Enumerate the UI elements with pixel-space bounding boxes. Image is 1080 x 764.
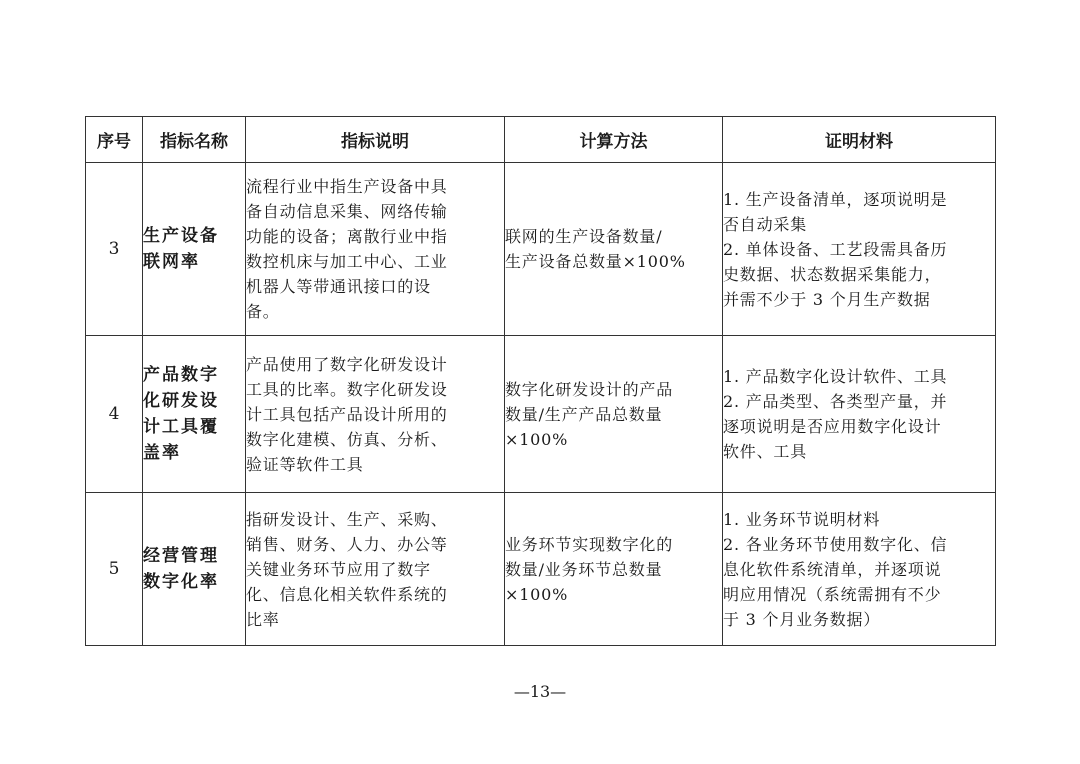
row-proof-materials: 1. 产品数字化设计软件、工具 2. 产品类型、各类型产量，并 逐项说明是否应用数字化设计 软件、工具 xyxy=(723,336,996,493)
header-calculation-method: 计算方法 xyxy=(505,117,723,163)
indicator-table xyxy=(85,116,996,646)
row-serial-no: 5 xyxy=(86,493,143,646)
header-proof-materials: 证明材料 xyxy=(723,117,996,163)
row-proof-materials: 1. 业务环节说明材料 2. 各业务环节使用数字化、信 息化软件系统清单，并逐项说 明应用情况（系统需拥有不少 于 3 个月业务数据） xyxy=(723,493,996,646)
table-row xyxy=(86,336,996,493)
header-indicator-name: 指标名称 xyxy=(143,117,246,163)
row-proof-materials: 1. 生产设备清单，逐项说明是 否自动采集 2. 单体设备、工艺段需具备历 史数据、状态数据采集能力， 并需不少于 3 个月生产数据 xyxy=(723,163,996,336)
table-row xyxy=(86,163,996,336)
row-indicator-name: 经营管理 数字化率 xyxy=(143,493,246,646)
row-indicator-description: 产品使用了数字化研发设计 工具的比率。数字化研发设 计工具包括产品设计所用的 数字化建模、仿真、分析、 验证等软件工具 xyxy=(246,336,505,493)
row-calculation-method: 业务环节实现数字化的 数量/业务环节总数量 ×100% xyxy=(505,493,723,646)
table-row xyxy=(86,493,996,646)
row-indicator-name: 生产设备 联网率 xyxy=(143,163,246,336)
table-header-row xyxy=(86,117,996,163)
row-indicator-description: 指研发设计、生产、采购、 销售、财务、人力、办公等 关键业务环节应用了数字 化、信息化相关软件系统的 比率 xyxy=(246,493,505,646)
row-indicator-name: 产品数字 化研发设 计工具覆 盖率 xyxy=(143,336,246,493)
row-serial-no: 4 xyxy=(86,336,143,493)
row-calculation-method: 数字化研发设计的产品 数量/生产产品总数量 ×100% xyxy=(505,336,723,493)
row-calculation-method: 联网的生产设备数量/ 生产设备总数量×100% xyxy=(505,163,723,336)
header-indicator-description: 指标说明 xyxy=(246,117,505,163)
header-serial-no: 序号 xyxy=(86,117,143,163)
row-serial-no: 3 xyxy=(86,163,143,336)
row-indicator-description: 流程行业中指生产设备中具 备自动信息采集、网络传输 功能的设备；离散行业中指 数控机床与加工中心、工业 机器人等带通讯接口的设 备。 xyxy=(246,163,505,336)
page-number: —13— xyxy=(513,682,567,701)
